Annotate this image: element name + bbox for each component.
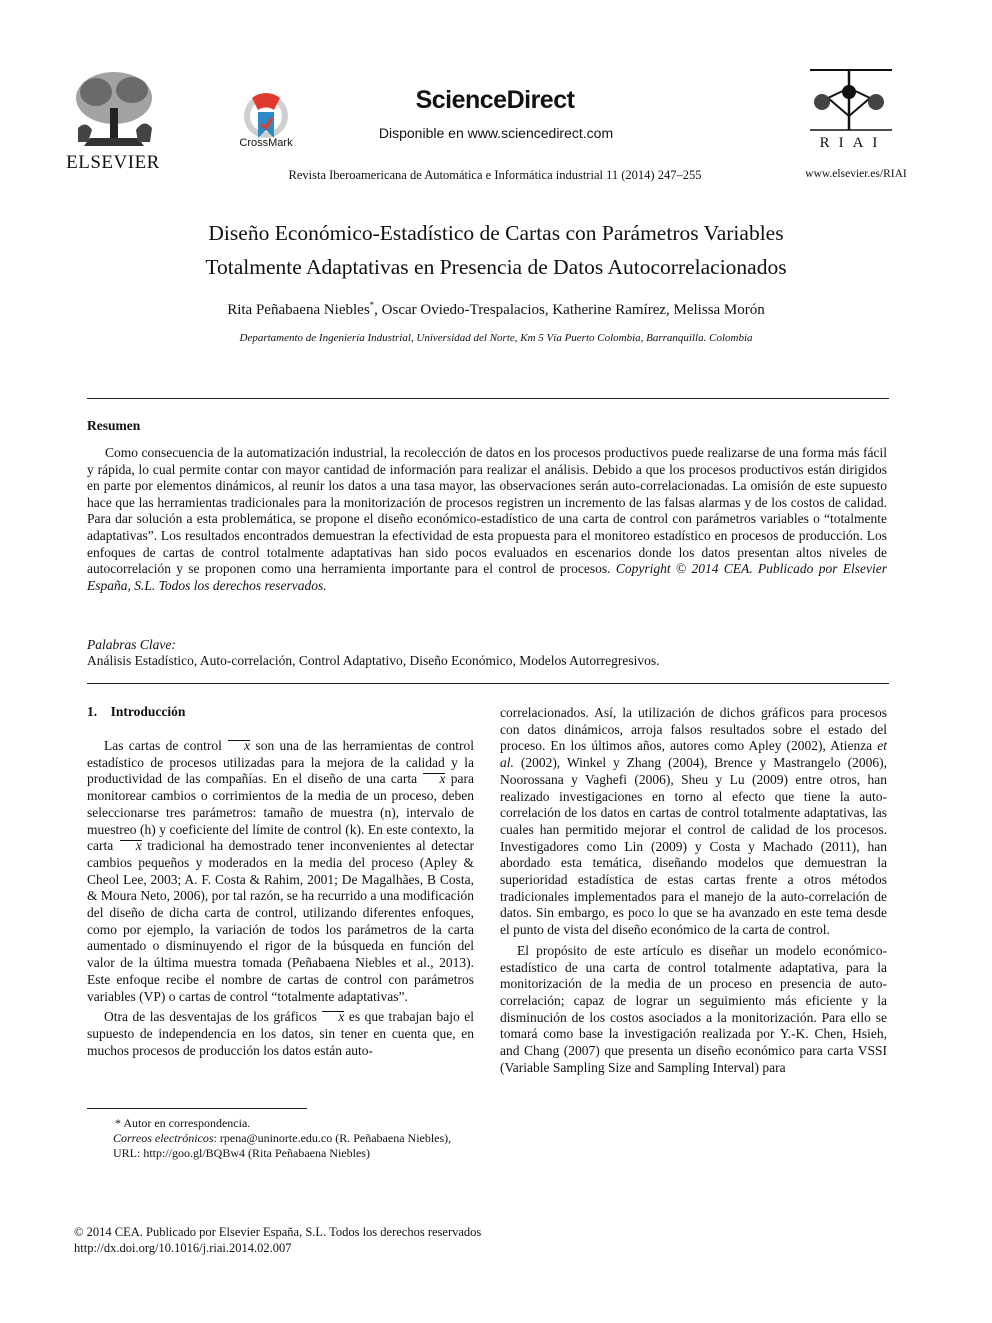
page-footer [74,1224,481,1256]
title-line-2: Totalmente Adaptativas en Presencia de Datos Autocorrelacionados [205,255,787,279]
title-line-1: Diseño Económico-Estadístico de Cartas con Parámetros Variables [208,221,784,245]
abstract-copyright: Copyright © 2014 CEA. Publicado por Elsevier España, S.L. Todos los derechos reservados. [87,561,887,593]
abstract-heading: Resumen [87,418,141,433]
footnote-url[interactable]: URL: http://goo.gl/BQBw4 (Rita Peñabaena Niebles) [113,1146,370,1160]
footnote-divider [87,1108,307,1109]
corresponding-author[interactable]: Rita Peñabaena Niebles [227,302,370,318]
xbar-symbol: x [321,1009,344,1026]
sciencedirect-title[interactable]: ScienceDirect [415,86,575,114]
footer-doi-link[interactable]: http://dx.doi.org/10.1016/j.riai.2014.02.007 [74,1241,292,1255]
right-column [500,705,887,1076]
intro-paragraph-3: El propósito de este artículo es diseñar un modelo económico-estadístico de una carta de control totalmente adaptativa, para la monitorización de la media de un proceso en presencia de auto-correlación; capaz de lograr un seguimiento más eficiente y la disminución de los costos asociados a la monitorización. Para ello se tomará como base la investigación realizada por Y.-K. Chen, Hsieh, and Chang (2007) que presenta un diseño económico para carta VSSI (Variable Sampling Size and Sampling Interval) para [500,942,887,1075]
footnote-corresponding: * Autor en correspondencia. [115,1116,251,1130]
xbar-symbol: x [119,838,142,855]
footnote-emails: Correos electrónicos: rpena@uninorte.edu.co (R. Peñabaena Niebles), [113,1131,452,1145]
keywords-list: Análisis Estadístico, Auto-correlación, Control Adaptativo, Diseño Económico, Modelos Autorregresivos. [87,653,660,668]
affiliation: Departamento de Ingeniería Industrial, Universidad del Norte, Km 5 Vía Puerto Colombia, Barranquilla. Colombia [239,332,753,344]
journal-citation: Revista Iberoamericana de Automática e Informática industrial 11 (2014) 247–255 [288,168,702,182]
abstract-text: Como consecuencia de la automatización industrial, la recolección de datos en los procesos productivos puede realizarse de una forma más fácil y rápida, lo cual permite contar con mayor cantidad de información para realizar el análisis. Debido a que los procesos productivos están dirigidos en parte por elementos dinámicos, al reunir los datos a una tasa mayor, las observaciones serán auto-correlacionadas. La omisión de este supuesto hace que las herramientas tradicionales para la monitorización de procesos registren un incremento de las falsas alarmas y de los costos de calidad. Para dar solución a esta problemática, se propone el diseño económico-estadístico de una carta de control con parámetros variables o “totalmente adaptativas”. Los resultados encontrados demuestran la efectividad de esta propuesta para el monitoreo estadístico en procesos de producción. Los enfoques de cartas de control totalmente adaptativas han sido pocos evaluados en escenarios donde los datos presentan altos niveles de autocorrelación y se proponen como una herramienta importante para el control de procesos. [87,445,887,577]
divider-abstract [87,683,889,684]
riai-url-link[interactable]: www.elsevier.es/RIAI [805,168,907,180]
intro-paragraph-2-cont: correlacionados. Así, la utilización de dichos gráficos para procesos con datos dinámicos, arroja falsos resultados sobre el estado del proceso. En los últimos años, autores como Apley (2002), Atienza et al. (2002), Winkel y Zhang (2004), Brence y Mastrangelo (2006), Noorossana y Vaghefi (2006), Sheu y Lu (2009) entre otros, han realizado investigaciones en torno al efecto que tiene la auto-correlación de los datos en cartas de control totalmente adaptativas, las cuales han permitido mejorar el control de calidad de los procesos. Investigadores como Lin (2009) y Costa y Machado (2011), han abordado esta temática, diseñando modelos que demuestran la superioridad estadística de estas cartas frente a otros métodos tradicionales implementados para el manejo de la auto-correlación de datos. Sin embargo, es poco lo que se ha avanzado en este tema desde el punto de vista del diseño económico de la carta de control. [500,705,887,938]
abstract-body [87,445,887,594]
riai-wordmark: RIAI [819,135,887,151]
crossmark-label: CrossMark [239,137,293,149]
author-list [100,300,892,319]
xbar-symbol: x [422,771,445,788]
coauthors: , Oscar Oviedo-Trespalacios, Katherine Ramírez, Melissa Morón [374,302,765,318]
xbar-symbol: x [227,738,250,755]
corresponding-mark: * [369,300,375,310]
left-column [87,738,474,1059]
divider-top [87,398,889,399]
intro-paragraph-1: Las cartas de control x son una de las herramientas de control estadístico de procesos utilizadas para la mejora de la calidad y la productividad de las compañías. En el diseño de una carta x para monitorear cambios o corrimientos de la media de un proceso, deben seleccionarse tres parámetros: tamaño de muestra (n), intervalo de muestreo (h) y coeficiente del límite de control (k). En este contexto, la carta x tradicional ha demostrado tener inconvenientes al detectar cambios pequeños y moderados en la media del proceso (Apley & Cheol Lee, 2003; A. F. Costa & Rahim, 2001; De Magalhães, B Costa, & Moura Neto, 2006), por tal razón, se ha recurrido a una modificación del diseño de dicha carta de control, utilizando diferentes enfoques, como por ejemplo, la variación de todos los parámetros de la carta aumentado o disminuyendo el rigor de la búsqueda en función del valor de la última muestra tomada (Peñabaena Niebles et al., 2013). Este enfoque recibe el nombre de cartas de control con parámetros variables (VP) o cartas de control “totalmente adaptativas”. [87,738,474,1004]
intro-paragraph-2: Otra de las desventajas de los gráficos x es que trabajan bajo el supuesto de independencia en los datos, sin tener en cuenta que, en muchos procesos de producción los datos están auto- [87,1009,474,1058]
elsevier-wordmark: ELSEVIER [66,152,160,173]
article-title [100,216,892,284]
footer-copyright: © 2014 CEA. Publicado por Elsevier España, S.L. Todos los derechos reservados [74,1225,482,1239]
footnote [87,1116,487,1161]
sciencedirect-subtitle[interactable]: Disponible en www.sciencedirect.com [378,125,614,141]
keywords-heading: Palabras Clave: [87,637,176,652]
section-heading-introduction: 1. Introducción [87,704,186,719]
